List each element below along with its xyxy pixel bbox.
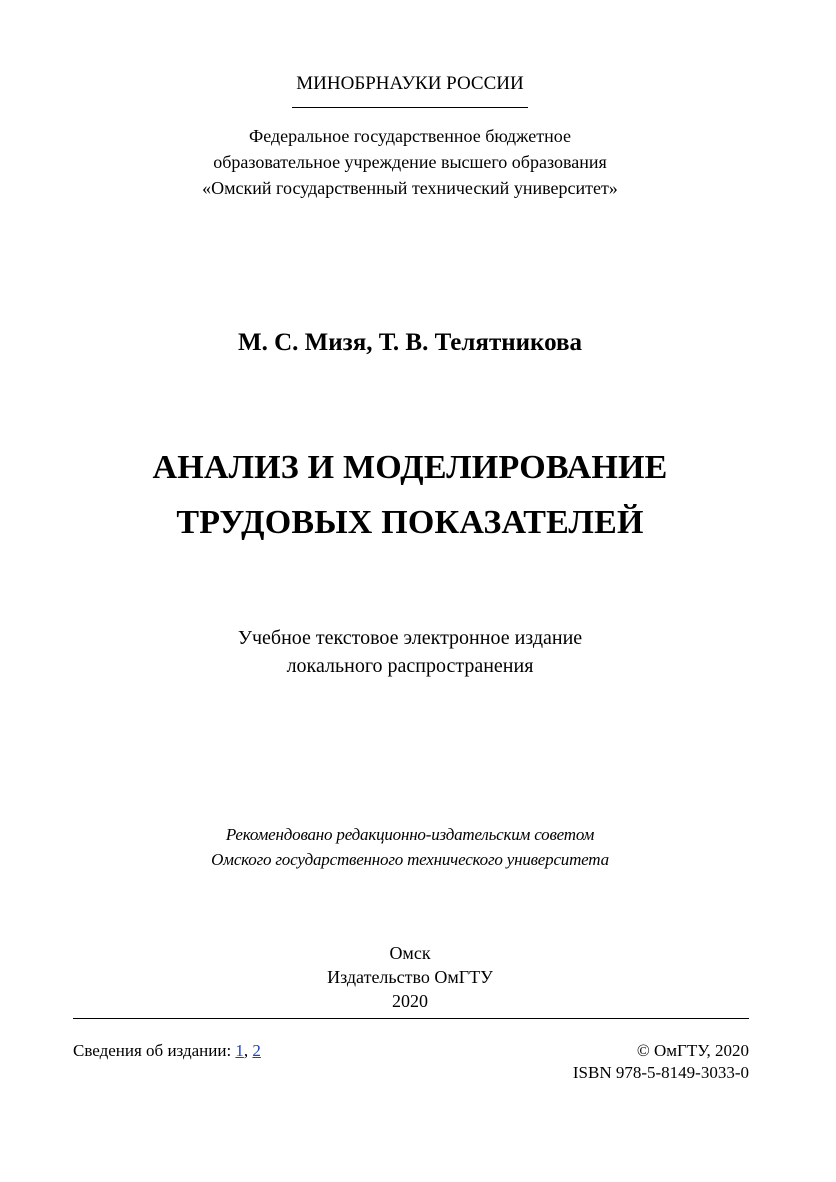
- edition-info-link-1[interactable]: 1: [235, 1041, 244, 1060]
- book-title-line: ТРУДОВЫХ ПОКАЗАТЕЛЕЙ: [176, 504, 644, 541]
- recommendation-line: Рекомендовано редакционно-издательским советом: [225, 825, 595, 844]
- imprint-publisher: Издательство ОмГТУ: [327, 967, 493, 987]
- edition-link-separator: ,: [243, 1041, 249, 1060]
- footer-divider: [73, 1018, 749, 1019]
- authors: М. С. Мизя, Т. В. Телятникова: [238, 329, 582, 356]
- isbn: ISBN 978-5-8149-3033-0: [572, 1063, 749, 1082]
- imprint: [0, 941, 820, 1013]
- edition-type-line: Учебное текстовое электронное издание: [237, 627, 583, 649]
- edition-info-label: Сведения об издании:: [73, 1041, 232, 1060]
- edition-info: [73, 1040, 261, 1062]
- recommendation-line: Омского государственного технического университета: [211, 850, 609, 869]
- book-title: [0, 440, 820, 550]
- institution-line: образовательное учреждение высшего образования: [213, 152, 607, 172]
- recommendation-note: [0, 822, 820, 872]
- edition-type: [0, 624, 820, 680]
- imprint-city: Омск: [389, 943, 431, 963]
- book-title-line: АНАЛИЗ И МОДЕЛИРОВАНИЕ: [152, 449, 668, 486]
- ministry-name: МИНОБРНАУКИ РОССИИ: [296, 73, 524, 94]
- institution-name: [0, 123, 820, 201]
- edition-type-line: локального распространения: [286, 655, 534, 677]
- edition-info-link-2[interactable]: 2: [252, 1041, 261, 1060]
- copyright-block: [573, 1040, 749, 1084]
- ministry-divider: [292, 107, 528, 108]
- imprint-year: 2020: [392, 991, 428, 1011]
- institution-line: «Омский государственный технический университет»: [202, 178, 618, 198]
- copyright: © ОмГТУ, 2020: [636, 1041, 749, 1060]
- institution-line: Федеральное государственное бюджетное: [249, 126, 571, 146]
